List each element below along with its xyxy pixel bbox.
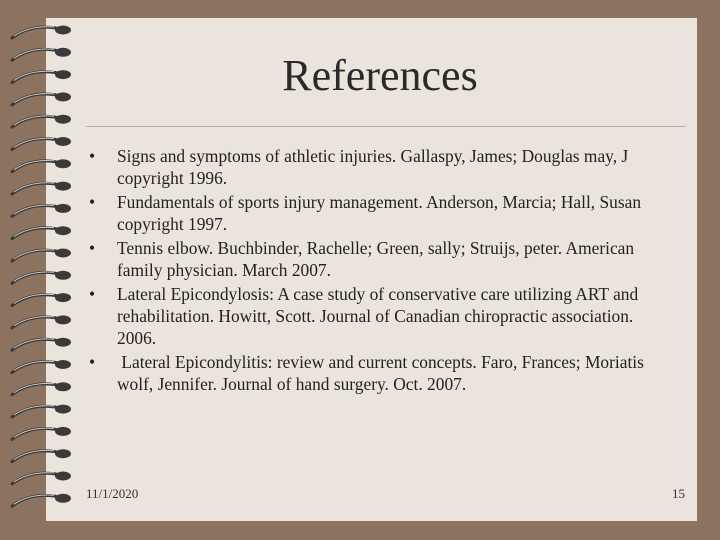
binding-ring bbox=[12, 360, 71, 373]
binding-ring bbox=[12, 338, 71, 351]
reference-item bbox=[86, 237, 676, 281]
bullet-icon: • bbox=[88, 146, 96, 166]
binding-ring bbox=[12, 26, 71, 39]
binding-ring bbox=[12, 271, 71, 284]
binding-ring bbox=[12, 315, 71, 328]
binding-ring bbox=[12, 405, 71, 418]
reference-item bbox=[86, 283, 676, 349]
slide-date: 11/1/2020 bbox=[86, 486, 139, 501]
binding-ring bbox=[12, 427, 71, 440]
reference-item bbox=[86, 191, 676, 235]
binding-ring bbox=[12, 249, 71, 262]
slide-number: 15 bbox=[672, 486, 685, 501]
binding-ring bbox=[12, 137, 71, 150]
binding-ring bbox=[12, 382, 71, 395]
binding-ring bbox=[12, 449, 71, 462]
binding-ring bbox=[12, 293, 71, 306]
title-divider bbox=[86, 126, 686, 127]
binding-ring bbox=[12, 494, 71, 507]
reference-text: Lateral Epicondylitis: review and current concepts. Faro, Frances; Moriatis wolf, Jennifer. Journal of hand surgery. Oct. 2007. bbox=[117, 352, 649, 394]
binding-ring bbox=[12, 226, 71, 239]
binding-ring bbox=[12, 472, 71, 485]
reference-item bbox=[86, 351, 676, 395]
reference-text: Signs and symptoms of athletic injuries. Gallaspy, James; Douglas may, J copyright 1996. bbox=[117, 146, 629, 188]
reference-text: Lateral Epicondylosis: A case study of conservative care utilizing ART and rehabilitation. Howitt, Scott. Journal of Canadian chiropractic association. 2006. bbox=[117, 284, 639, 348]
reference-text: Tennis elbow. Buchbinder, Rachelle; Green, sally; Struijs, peter. American family physician. March 2007. bbox=[117, 238, 635, 280]
binding-ring bbox=[12, 182, 71, 195]
binding-ring bbox=[12, 159, 71, 172]
binding-ring bbox=[12, 115, 71, 128]
bullet-icon: • bbox=[88, 238, 96, 258]
bullet-icon: • bbox=[88, 192, 96, 212]
reference-text: Fundamentals of sports injury management. Anderson, Marcia; Hall, Susan copyright 1997. bbox=[117, 192, 642, 234]
reference-list bbox=[86, 145, 676, 397]
bullet-icon: • bbox=[88, 284, 96, 304]
reference-item bbox=[86, 145, 676, 189]
bullet-icon: • bbox=[88, 352, 96, 372]
slide-title: References bbox=[282, 51, 478, 100]
binding-ring bbox=[12, 204, 71, 217]
